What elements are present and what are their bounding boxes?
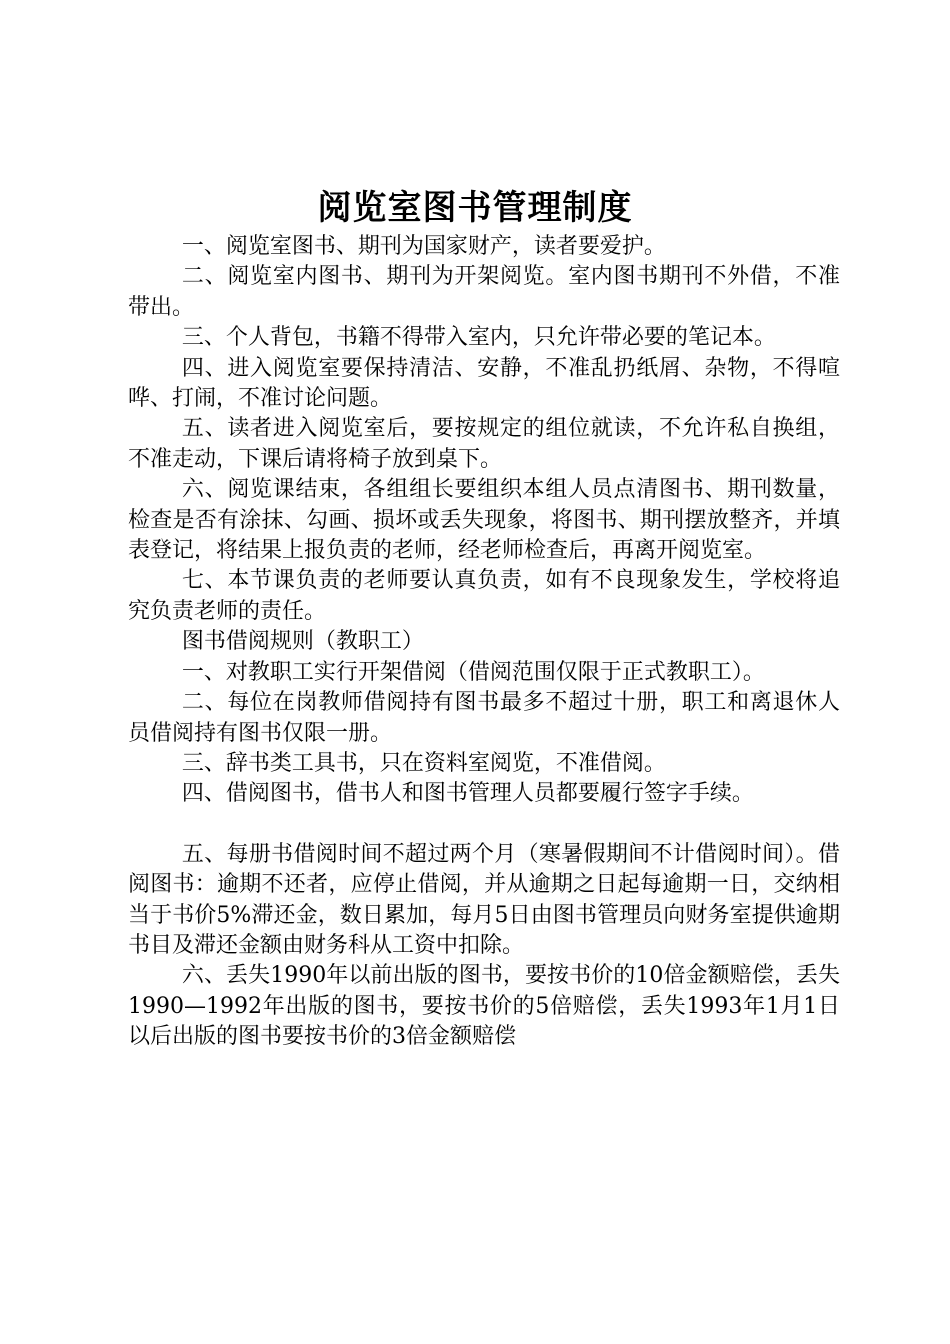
paragraph: 六、阅览课结束，各组组长要组织本组人员点清图书、期刊数量，检查是否有涂抹、勾画、损坏或丢失现象，将图书、期刊摆放整齐，并填表登记，将结果上报负责的老师，经老师检查后，再离开阅览室。 — [128, 477, 840, 564]
paragraph: 五、每册书借阅时间不超过两个月（寒暑假期间不计借阅时间）。借阅图书：逾期不还者，应停止借阅，并从逾期之日起每逾期一日，交纳相当于书价5%滞还金，数日累加，每月5日由图书管理员向财务室提供逾期书目及滞还金额由财务科从工资中扣除。 — [128, 841, 840, 958]
paragraph: 四、借阅图书，借书人和图书管理人员都要履行签字手续。 — [181, 781, 754, 807]
section-heading: 图书借阅规则（教职工） — [181, 629, 424, 655]
paragraph: 六、丢失1990年以前出版的图书，要按书价的10倍金额赔偿，丢失1990—1992年出版的图书，要按书价的5倍赔偿，丢失1993年1月1日以后出版的图书要按书价的3倍金额赔偿 — [128, 963, 840, 1050]
paragraph: 三、辞书类工具书，只在资料室阅览，不准借阅。 — [181, 750, 666, 776]
paragraph: 二、阅览室内图书、期刊为开架阅览。室内图书期刊不外借，不准带出。 — [128, 264, 840, 320]
paragraph: 一、阅览室图书、期刊为国家财产，读者要爱护。 — [181, 234, 666, 259]
paragraph: 七、本节课负责的老师要认真负责，如有不良现象发生，学校将追究负责老师的责任。 — [128, 568, 840, 624]
document-title: 阅览室图书管理制度 — [317, 188, 633, 228]
paragraph: 一、对教职工实行开架借阅（借阅范围仅限于正式教职工）。 — [181, 659, 765, 685]
document-body — [128, 232, 840, 1053]
paragraph: 二、每位在岗教师借阅持有图书最多不超过十册，职工和离退休人员借阅持有图书仅限一册。 — [128, 690, 840, 746]
paragraph: 四、进入阅览室要保持清洁、安静，不准乱扔纸屑、杂物，不得喧哗、打闹，不准讨论问题。 — [128, 355, 840, 412]
paragraph: 三、个人背包，书籍不得带入室内，只允许带必要的笔记本。 — [181, 325, 776, 351]
paragraph: 五、读者进入阅览室后，要按规定的组位就读，不允许私自换组，不准走动，下课后请将椅子放到桌下。 — [128, 416, 840, 472]
blank-line — [128, 810, 840, 840]
